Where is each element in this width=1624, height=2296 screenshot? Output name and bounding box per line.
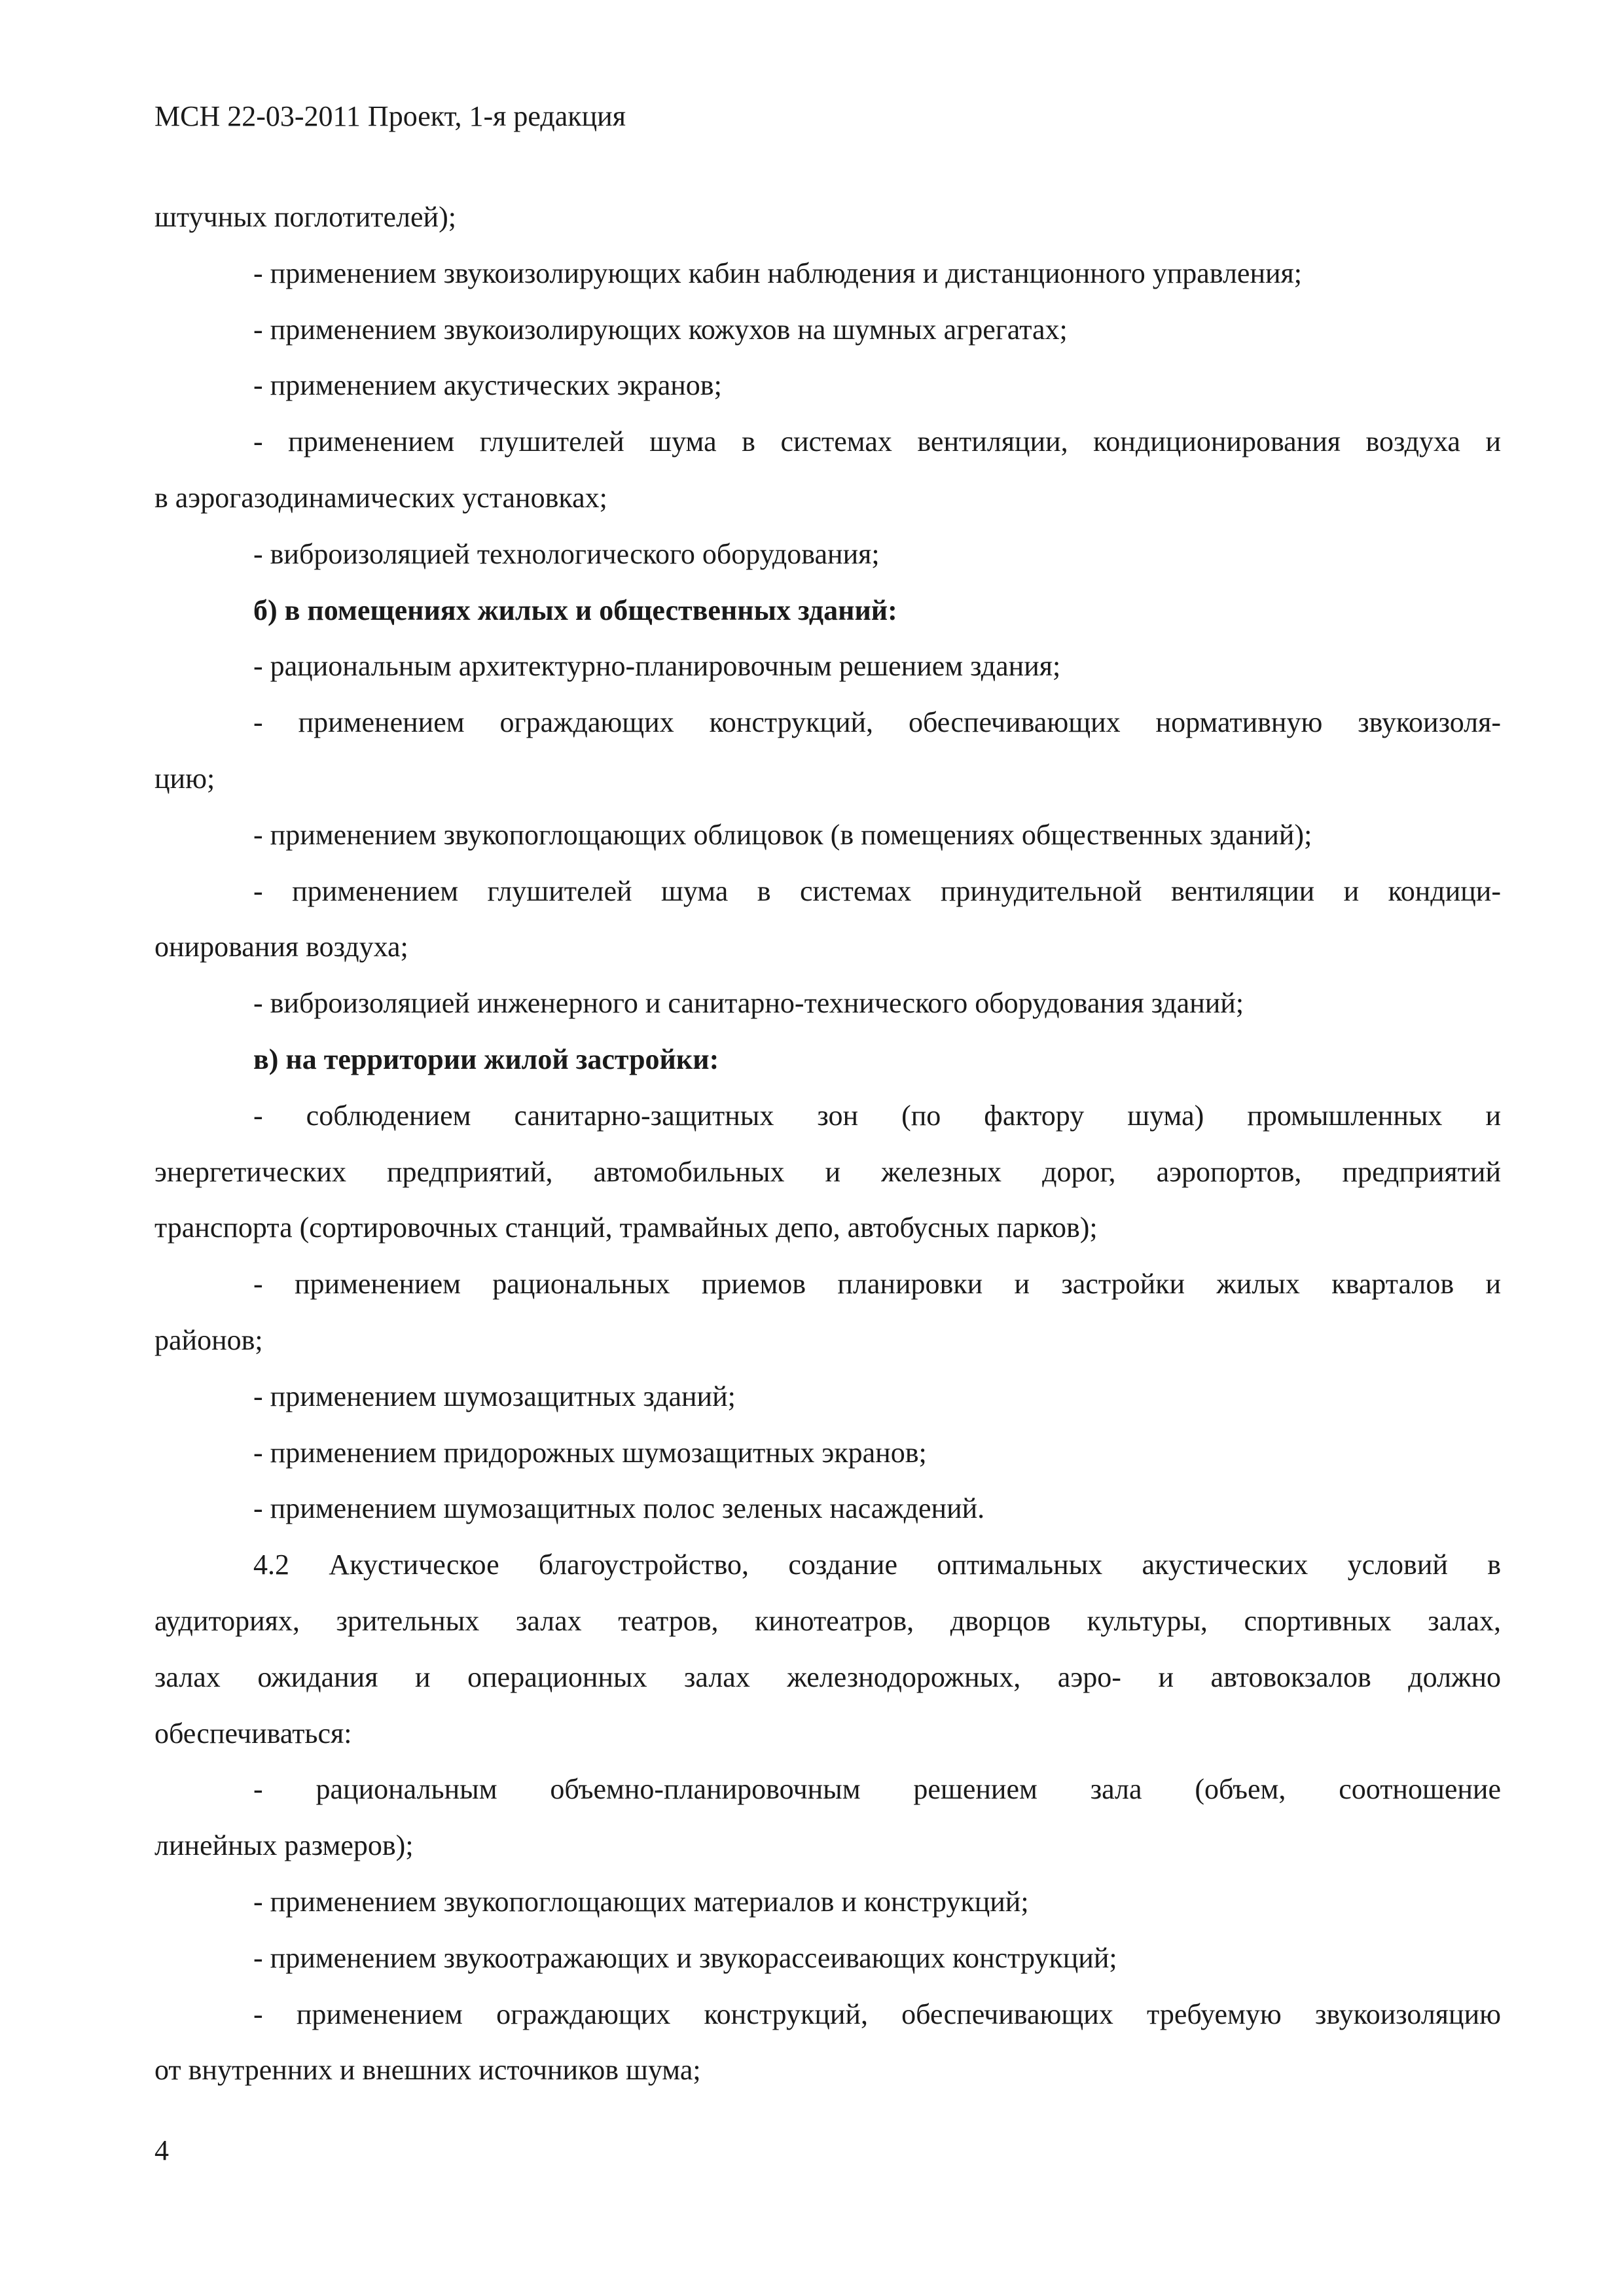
text-line: - применением звукоизолирующих кабин наблюдения и дистанционного управления; — [253, 257, 1303, 289]
text-line: энергетических предприятий, автомобильных и железных дорог, аэропортов, предприятий — [154, 1155, 1501, 1188]
text-line: - применением ограждающих конструкций, обеспечивающих нормативную звукоизоля- — [253, 706, 1501, 739]
text-line: - применением рациональных приемов планировки и застройки жилых кварталов и — [253, 1268, 1501, 1300]
text-line: - применением глушителей шума в системах вентиляции, кондиционирования воздуха и — [253, 425, 1501, 458]
text-line: - соблюдением санитарно-защитных зон (по фактору шума) промышленных и — [253, 1099, 1501, 1132]
text-line: - применением ограждающих конструкций, обеспечивающих требуемую звукоизоляцию — [253, 1998, 1501, 2030]
section-heading: б) в помещениях жилых и общественных зданий: — [253, 594, 897, 626]
text-line: 4.2 Акустическое благоустройство, создание оптимальных акустических условий в — [253, 1549, 1501, 1581]
text-line: - применением шумозащитных полос зеленых насаждений. — [253, 1492, 985, 1525]
text-line: - применением шумозащитных зданий; — [253, 1380, 736, 1412]
text-line: - рациональным архитектурно-планировочным решением здания; — [253, 650, 1061, 683]
text-line: районов; — [154, 1323, 263, 1356]
section-heading: в) на территории жилой застройки: — [253, 1043, 719, 1075]
text-line: от внутренних и внешних источников шума; — [154, 2054, 701, 2087]
page-number: 4 — [154, 2134, 169, 2166]
text-line: цию; — [154, 762, 215, 795]
text-line: обеспечиваться: — [154, 1717, 352, 1749]
text-line: онирования воздуха; — [154, 931, 408, 963]
text-line: - виброизоляцией инженерного и санитарно-технического оборудования зданий; — [253, 987, 1244, 1020]
text-line: - применением звукопоглощающих материалов и конструкций; — [253, 1885, 1029, 1918]
text-line: - виброизоляцией технологического оборудования; — [253, 537, 880, 570]
text-line: в аэрогазодинамических установках; — [154, 481, 607, 514]
text-line: транспорта (сортировочных станций, трамвайных депо, автобусных парков); — [154, 1211, 1098, 1244]
text-line: штучных поглотителей); — [154, 201, 456, 233]
text-line: - применением придорожных шумозащитных экранов; — [253, 1436, 927, 1469]
text-line: залах ожидания и операционных залах железнодорожных, аэро- и автовокзалов должно — [154, 1660, 1501, 1693]
text-line: - применением звукопоглощающих облицовок (в помещениях общественных зданий); — [253, 818, 1312, 851]
text-line: - рациональным объемно-планировочным решением зала (объем, соотношение — [253, 1773, 1501, 1806]
text-line: - применением звукоизолирующих кожухов на шумных агрегатах; — [253, 313, 1068, 346]
document-body — [154, 198, 1501, 2107]
text-line: - применением звукоотражающих и звукорассеивающих конструкций; — [253, 1941, 1117, 1974]
text-line: аудиториях, зрительных залах театров, кинотеатров, дворцов культуры, спортивных залах, — [154, 1604, 1501, 1637]
text-line: - применением глушителей шума в системах принудительной вентиляции и кондици- — [253, 874, 1501, 907]
document-header: МСН 22-03-2011 Проект, 1-я редакция — [154, 100, 626, 132]
text-line: линейных размеров); — [154, 1829, 414, 1862]
text-line: - применением акустических экранов; — [253, 369, 722, 402]
